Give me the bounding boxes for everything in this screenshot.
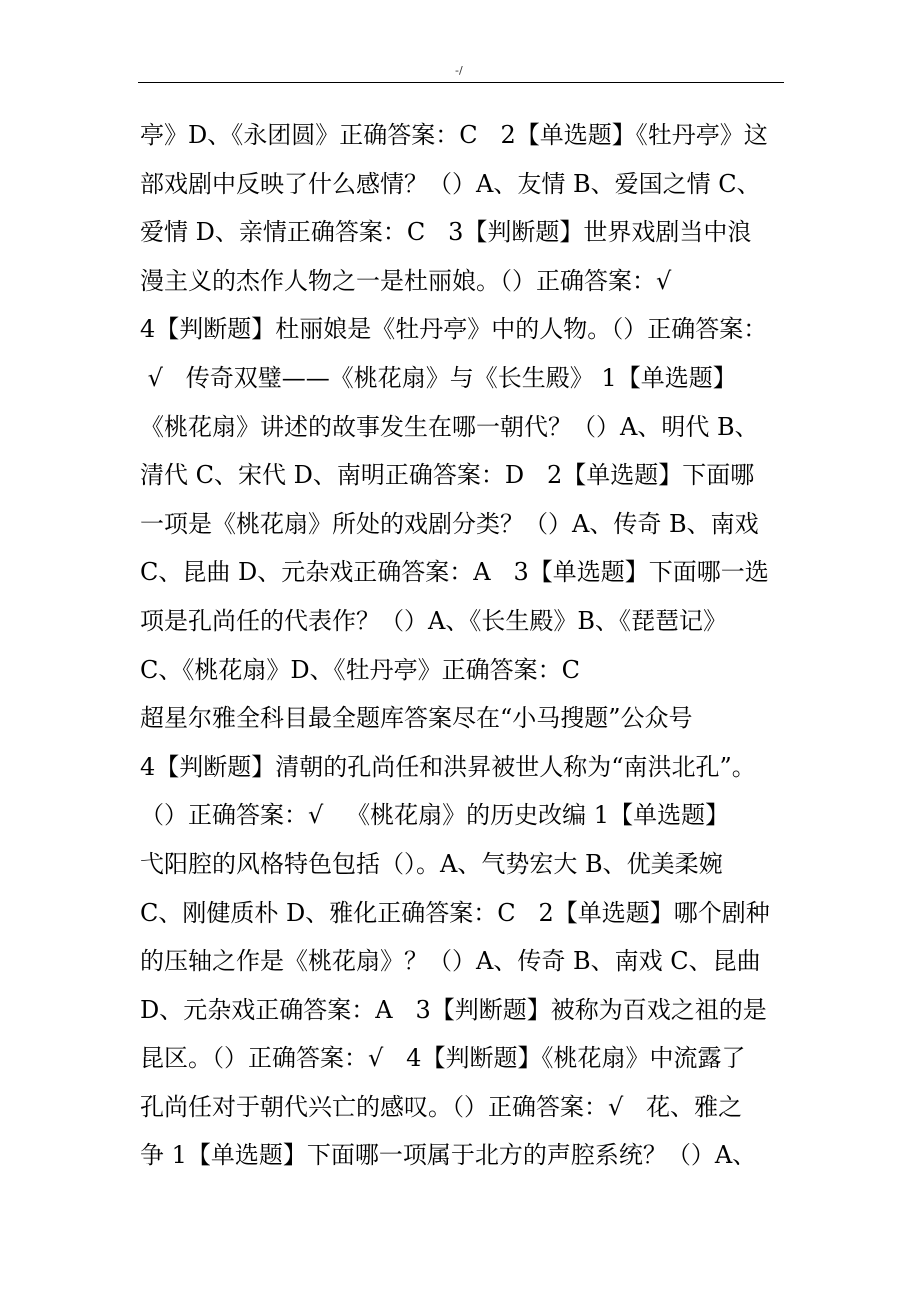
text-line: 孔尚任对于朝代兴亡的感叹。（）正确答案：√ 花、雅之: [140, 1092, 743, 1121]
text-line: D、元杂戏正确答案：A 3【判断题】被称为百戏之祖的是: [140, 995, 767, 1024]
text-line: C、昆曲 D、元杂戏正确答案：A 3【单选题】下面哪一选: [140, 558, 769, 587]
text-line: 的压轴之作是《桃花扇》？（）A、传奇 B、南戏 C、昆曲: [140, 947, 761, 976]
text-line: C、刚健质朴 D、雅化正确答案：C 2【单选题】哪个剧种: [140, 898, 770, 927]
text-line: 漫主义的杰作人物之一是杜丽娘。（）正确答案：√: [140, 266, 672, 295]
text-line: 弋阳腔的风格特色包括（）。A、气势宏大 B、优美柔婉: [140, 849, 723, 878]
text-line: √ 传奇双璧——《桃花扇》与《长生殿》 1【单选题】: [140, 363, 737, 392]
text-line: 爱情 D、亲情正确答案：C 3【判断题】世界戏剧当中浪: [140, 218, 752, 247]
text-line: 《桃花扇》讲述的故事发生在哪一朝代？（）A、明代 B、: [140, 412, 759, 441]
header-rule: [138, 82, 784, 83]
text-line: 争 1【单选题】下面哪一项属于北方的声腔系统？（）A、: [140, 1141, 757, 1170]
text-line: 昆区。（）正确答案：√ 4【判断题】《桃花扇》中流露了: [140, 1044, 746, 1073]
text-line: 项是孔尚任的代表作？（）A、《长生殿》B、《琵琶记》: [140, 606, 727, 635]
body-text: [140, 111, 790, 1180]
text-line: （）正确答案：√ 《桃花扇》的历史改编 1【单选题】: [140, 801, 730, 830]
text-line: 4【判断题】杜丽娘是《牡丹亭》中的人物。（）正确答案：: [140, 315, 768, 344]
text-line: 一项是《桃花扇》所处的戏剧分类？（）A、传奇 B、南戏: [140, 509, 759, 538]
header-mark: -/: [455, 64, 463, 77]
text-line: 亭》D、《永团圆》正确答案：C 2【单选题】《牡丹亭》这: [140, 121, 768, 149]
text-line: 清代 C、宋代 D、南明正确答案：D 2【单选题】下面哪: [140, 461, 755, 490]
text-line: 超星尔雅全科目最全题库答案尽在“小马搜题”公众号: [140, 704, 693, 733]
text-line: 4【判断题】清朝的孔尚任和洪昇被世人称为“南洪北孔”。: [140, 752, 756, 781]
text-line: C、《桃花扇》D、《牡丹亭》正确答案：C: [140, 655, 580, 684]
text-line: 部戏剧中反映了什么感情？（）A、友情 B、爱国之情 C、: [140, 169, 761, 198]
